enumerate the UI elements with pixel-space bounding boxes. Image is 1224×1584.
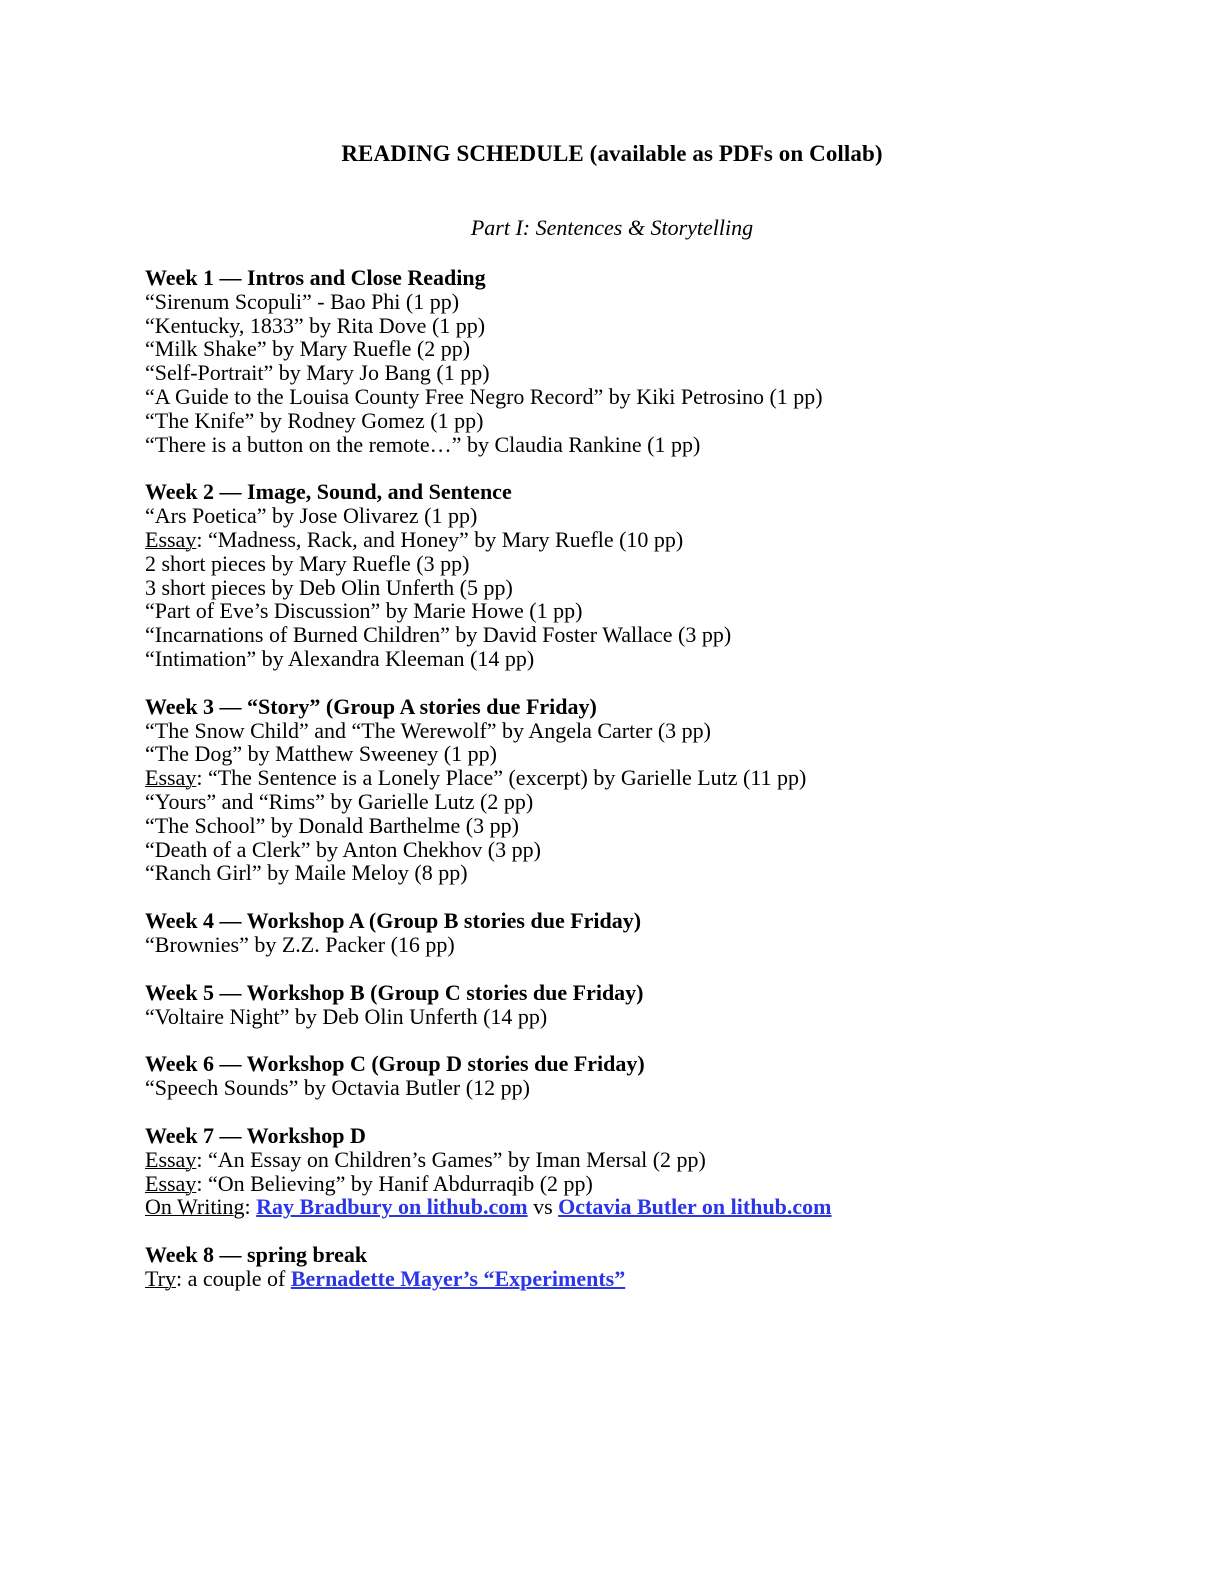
reading-item <box>145 314 1224 338</box>
reading-item-text: “The Dog” by Matthew Sweeney (1 pp) <box>145 741 497 767</box>
reading-item <box>145 528 1224 552</box>
reading-item-text: “Ranch Girl” by Maile Meloy (8 pp) <box>145 860 468 886</box>
reading-item <box>145 766 1224 790</box>
reading-item <box>145 1005 1224 1029</box>
reading-item-text: “Sirenum Scopuli” - Bao Phi (1 pp) <box>145 288 460 314</box>
page-title: READING SCHEDULE (available as PDFs on Collab) <box>341 141 883 166</box>
week-block <box>145 480 1224 670</box>
reading-item <box>145 1148 1224 1172</box>
reading-item-text: “The School” by Donald Barthelme (3 pp) <box>145 812 519 838</box>
reading-item-label: Essay <box>145 526 197 552</box>
week-block <box>145 981 1224 1029</box>
reading-item-text: “A Guide to the Louisa County Free Negro Record” by Kiki Petrosino (1 pp) <box>145 383 823 409</box>
reading-item-text: “There is a button on the remote…” by Claudia Rankine (1 pp) <box>145 431 701 457</box>
reading-item-text: “Speech Sounds” by Octavia Butler (12 pp) <box>145 1075 530 1101</box>
external-link[interactable]: Bernadette Mayer’s “Experiments” <box>290 1265 626 1291</box>
reading-item <box>145 647 1224 671</box>
week-heading: Week 8 — spring break <box>145 1242 368 1268</box>
reading-item <box>145 719 1224 743</box>
reading-schedule-list <box>0 242 1224 1291</box>
week-block <box>145 695 1224 885</box>
reading-item <box>145 385 1224 409</box>
week-heading: Week 6 — Workshop C (Group D stories due Friday) <box>145 1051 645 1077</box>
week-heading: Week 5 — Workshop B (Group C stories due Friday) <box>145 979 644 1005</box>
reading-item <box>145 599 1224 623</box>
external-link[interactable]: Ray Bradbury on lithub.com <box>256 1194 528 1220</box>
link-separator: vs <box>527 1194 559 1220</box>
week-heading: Week 1 — Intros and Close Reading <box>145 265 486 290</box>
reading-item-text: : “An Essay on Children’s Games” by Iman Mersal (2 pp) <box>196 1146 706 1172</box>
reading-item <box>145 361 1224 385</box>
reading-item <box>145 409 1224 433</box>
reading-item <box>145 861 1224 885</box>
part-subtitle: Part I: Sentences & Storytelling <box>470 215 754 240</box>
reading-item-text: “Kentucky, 1833” by Rita Dove (1 pp) <box>145 312 486 338</box>
reading-item <box>145 742 1224 766</box>
reading-item <box>145 1195 1224 1219</box>
reading-item-text: “Yours” and “Rims” by Garielle Lutz (2 pp) <box>145 788 534 814</box>
reading-item-text: “Ars Poetica” by Jose Olivarez (1 pp) <box>145 503 478 529</box>
week-block <box>145 266 1224 456</box>
reading-item-text: : a couple of <box>176 1265 291 1291</box>
reading-item-text: “Voltaire Night” by Deb Olin Unferth (14 pp) <box>145 1003 548 1029</box>
reading-item-text: “Brownies” by Z.Z. Packer (16 pp) <box>145 931 455 957</box>
reading-item <box>145 838 1224 862</box>
week-heading: Week 4 — Workshop A (Group B stories due Friday) <box>145 908 642 934</box>
week-block <box>145 1243 1224 1291</box>
reading-item-text: “Part of Eve’s Discussion” by Marie Howe (1 pp) <box>145 598 583 624</box>
reading-item-label: Essay <box>145 1146 197 1172</box>
reading-item-text: : “On Believing” by Hanif Abdurraqib (2 pp) <box>196 1170 593 1196</box>
reading-item <box>145 1267 1224 1291</box>
reading-item-text: “Milk Shake” by Mary Ruefle (2 pp) <box>145 336 471 362</box>
reading-item <box>145 337 1224 361</box>
reading-item <box>145 552 1224 576</box>
reading-item <box>145 576 1224 600</box>
reading-item-text: “Death of a Clerk” by Anton Chekhov (3 pp) <box>145 836 541 862</box>
external-link[interactable]: Octavia Butler on lithub.com <box>558 1194 832 1220</box>
reading-item-label: On Writing <box>145 1194 245 1220</box>
reading-item-text: “The Knife” by Rodney Gomez (1 pp) <box>145 407 484 433</box>
reading-item <box>145 814 1224 838</box>
week-block <box>145 909 1224 957</box>
reading-item-text: “Self-Portrait” by Mary Jo Bang (1 pp) <box>145 360 490 386</box>
week-heading: Week 7 — Workshop D <box>145 1122 366 1148</box>
reading-item <box>145 933 1224 957</box>
reading-item-text: : “The Sentence is a Lonely Place” (excerpt) by Garielle Lutz (11 pp) <box>196 765 807 791</box>
reading-item-text: : “Madness, Rack, and Honey” by Mary Ruefle (10 pp) <box>196 526 684 552</box>
reading-item-label: Try <box>145 1265 176 1291</box>
week-heading: Week 3 — “Story” (Group A stories due Friday) <box>145 693 597 719</box>
reading-item-text: : <box>244 1194 257 1220</box>
week-heading: Week 2 — Image, Sound, and Sentence <box>145 479 512 505</box>
reading-item-text: 3 short pieces by Deb Olin Unferth (5 pp) <box>145 574 513 600</box>
reading-item <box>145 1076 1224 1100</box>
reading-item-text: “Incarnations of Burned Children” by David Foster Wallace (3 pp) <box>145 622 732 648</box>
reading-item <box>145 433 1224 457</box>
reading-item-text: “Intimation” by Alexandra Kleeman (14 pp) <box>145 645 535 671</box>
reading-item-text: “The Snow Child” and “The Werewolf” by Angela Carter (3 pp) <box>145 717 711 743</box>
week-block <box>145 1124 1224 1219</box>
reading-item-label: Essay <box>145 765 197 791</box>
reading-item <box>145 504 1224 528</box>
reading-item <box>145 623 1224 647</box>
week-block <box>145 1052 1224 1100</box>
reading-item-text: 2 short pieces by Mary Ruefle (3 pp) <box>145 550 470 576</box>
reading-item <box>145 290 1224 314</box>
reading-item <box>145 790 1224 814</box>
reading-item <box>145 1172 1224 1196</box>
reading-item-label: Essay <box>145 1170 197 1196</box>
